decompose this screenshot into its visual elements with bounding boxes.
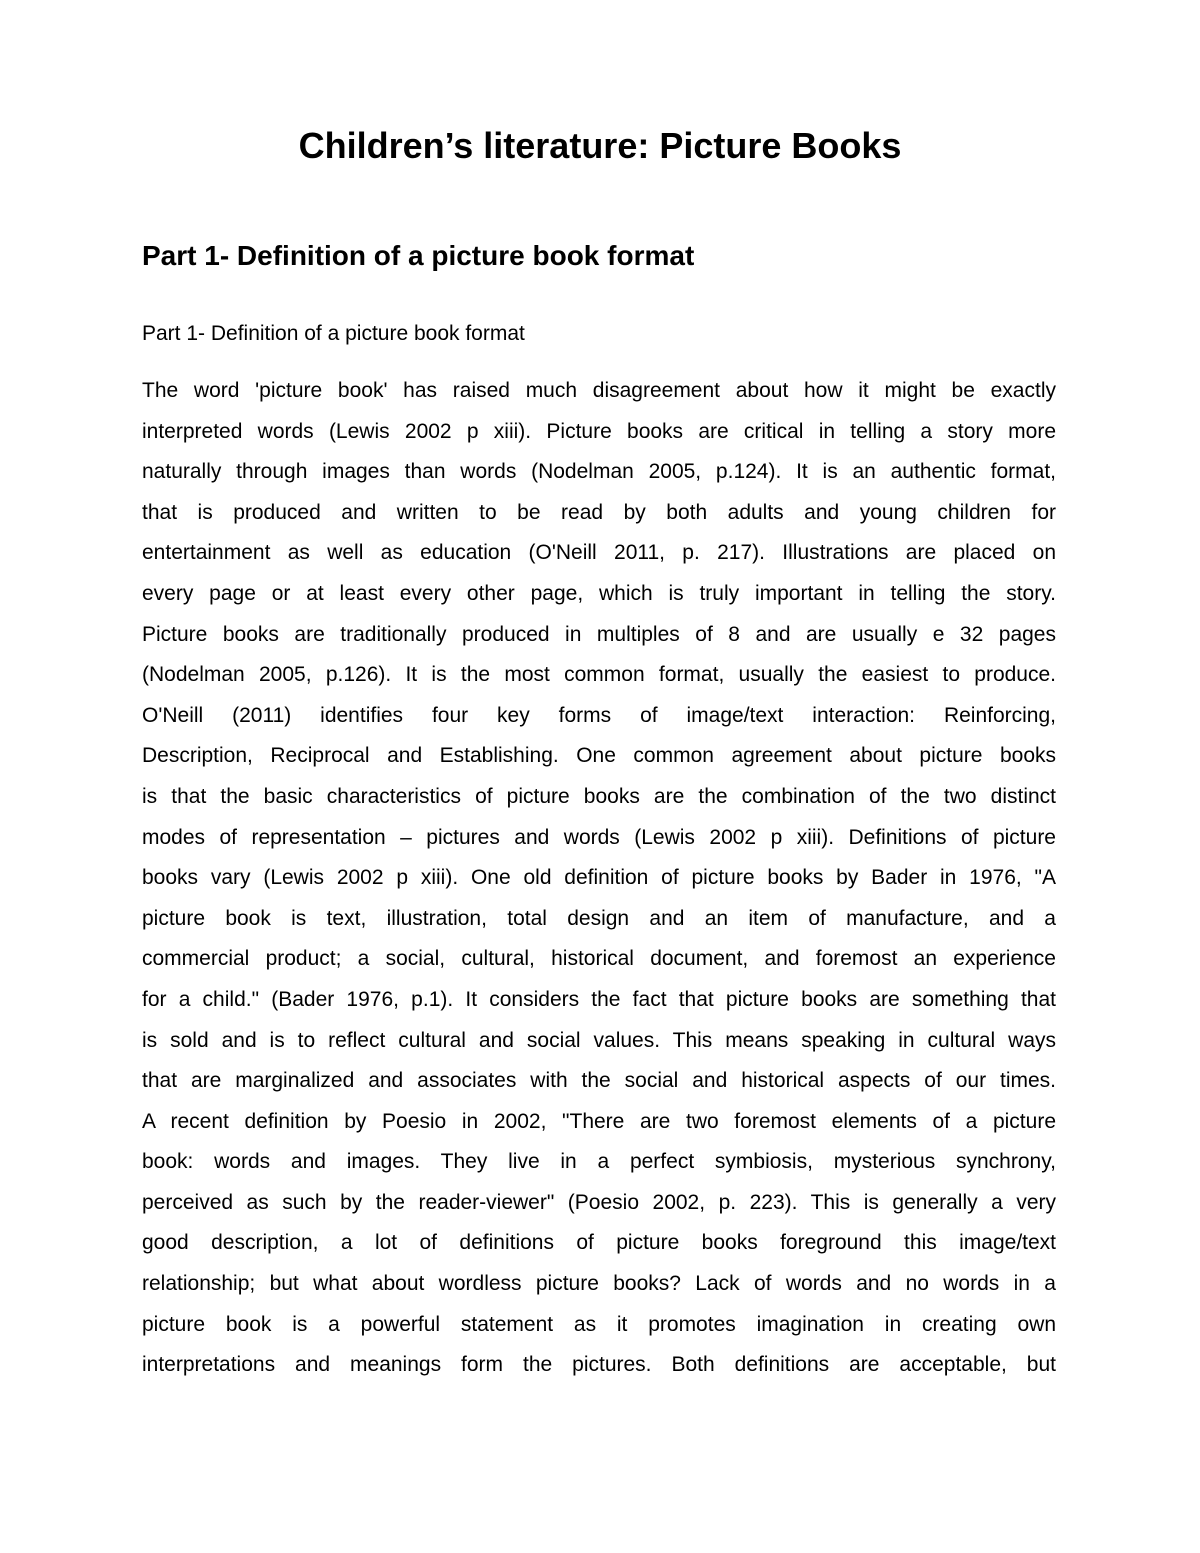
body-line: that is produced and written to be read by both adults and young children for (142, 500, 1056, 524)
body-line: book: words and images. They live in a perfect symbiosis, mysterious synchrony, (142, 1150, 1056, 1174)
body-line: O'Neill (2011) identifies four key forms of image/text interaction: Reinforcing, (142, 703, 1056, 727)
body-line: is that the basic characteristics of picture books are the combination of the two distinct (142, 784, 1056, 808)
body-line: interpretations and meanings form the pictures. Both definitions are acceptable, but (142, 1353, 1056, 1377)
body-line: A recent definition by Poesio in 2002, "There are two foremost elements of a picture (142, 1109, 1056, 1133)
body-line: picture book is a powerful statement as it promotes imagination in creating own (142, 1312, 1056, 1336)
document-title: Children’s literature: Picture Books (298, 125, 902, 166)
body-line: naturally through images than words (Nodelman 2005, p.124). It is an authentic format, (142, 460, 1056, 484)
body-line: modes of representation – pictures and words (Lewis 2002 p xiii). Definitions of picture (142, 825, 1056, 849)
body-line: books vary (Lewis 2002 p xiii). One old definition of picture books by Bader in 1976, "A (142, 866, 1056, 890)
body-line: interpreted words (Lewis 2002 p xiii). Picture books are critical in telling a story more (142, 419, 1056, 443)
section-heading: Part 1- Definition of a picture book format (142, 240, 695, 271)
body-line: picture book is text, illustration, total design and an item of manufacture, and a (142, 906, 1056, 930)
body-line: Picture books are traditionally produced in multiples of 8 and are usually e 32 pages (142, 622, 1056, 646)
body-paragraph (142, 377, 1056, 1392)
body-line: that are marginalized and associates with the social and historical aspects of our times. (142, 1069, 1056, 1093)
body-line: is sold and is to reflect cultural and social values. This means speaking in cultural ways (142, 1028, 1056, 1052)
body-line: (Nodelman 2005, p.126). It is the most common format, usually the easiest to produce. (142, 663, 1056, 687)
body-line: for a child." (Bader 1976, p.1). It considers the fact that picture books are something that (142, 987, 1056, 1011)
sub-heading: Part 1- Definition of a picture book format (142, 322, 525, 345)
body-line: The word 'picture book' has raised much disagreement about how it might be exactly (142, 379, 1056, 402)
body-line: every page or at least every other page, which is truly important in telling the story. (142, 581, 1056, 605)
body-line: perceived as such by the reader-viewer" (Poesio 2002, p. 223). This is generally a very (142, 1190, 1056, 1214)
body-line: commercial product; a social, cultural, historical document, and foremost an experience (142, 947, 1056, 971)
body-line: good description, a lot of definitions of picture books foreground this image/text (142, 1231, 1056, 1255)
body-line: Description, Reciprocal and Establishing. One common agreement about picture books (142, 744, 1056, 768)
body-line: entertainment as well as education (O'Neill 2011, p. 217). Illustrations are placed on (142, 541, 1056, 565)
body-line: relationship; but what about wordless picture books? Lack of words and no words in a (142, 1272, 1056, 1296)
